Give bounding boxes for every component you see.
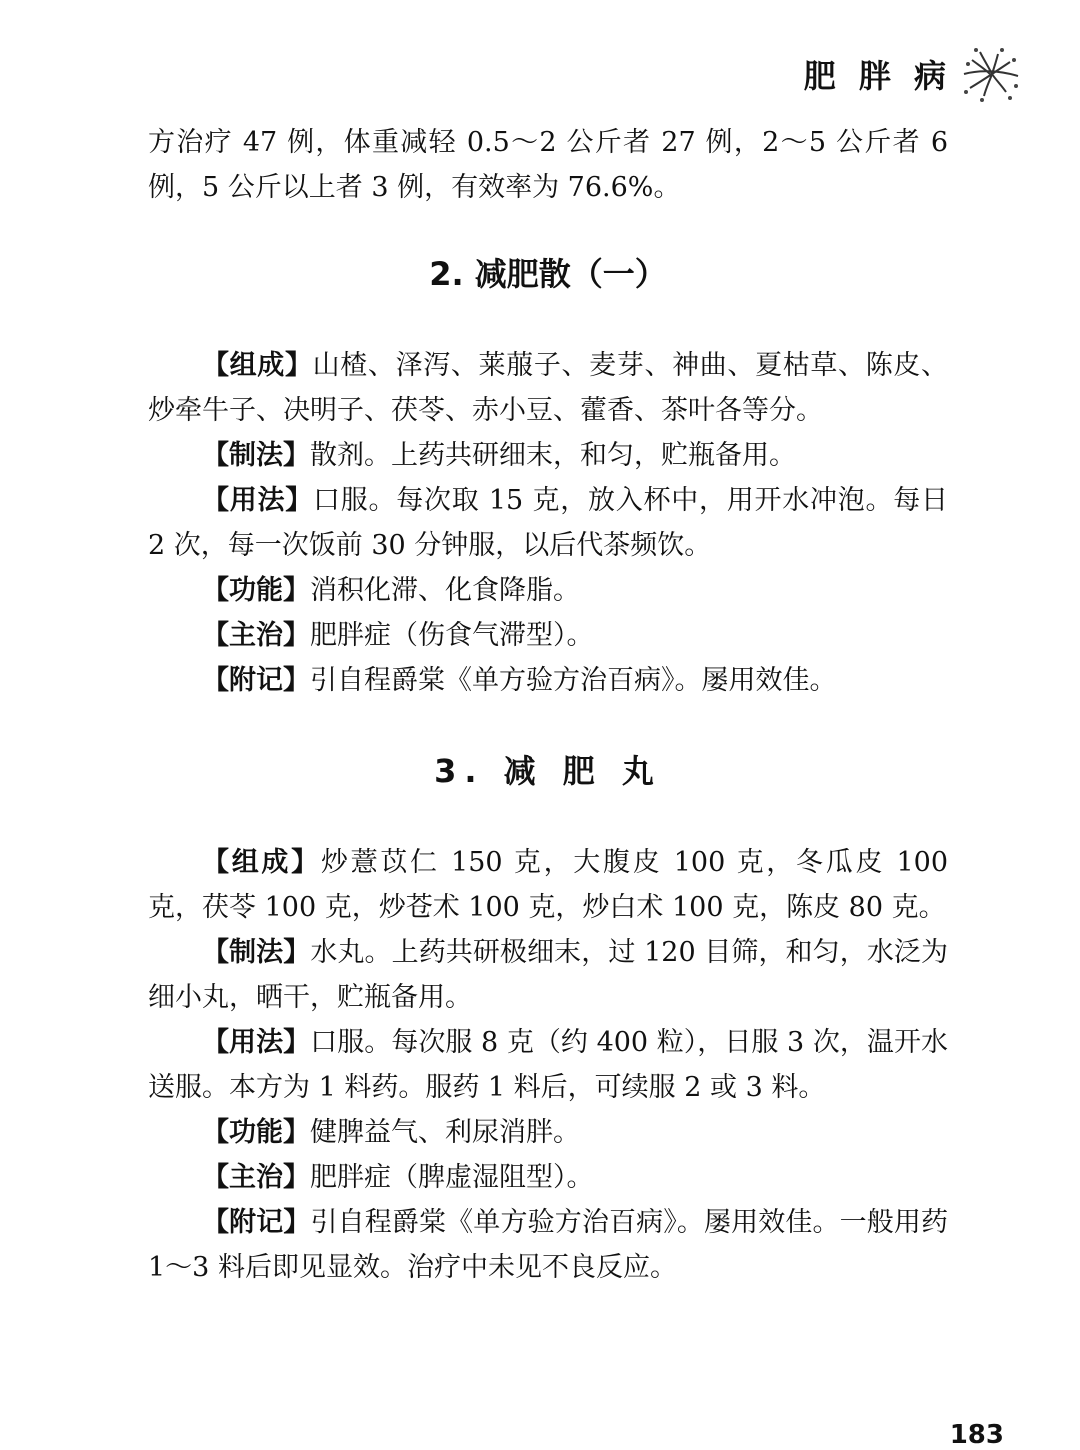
section-heading-jianfeiwan: 3. 减 肥 丸 xyxy=(434,752,662,790)
function-paragraph xyxy=(148,1110,948,1155)
note-paragraph xyxy=(148,1200,948,1290)
note-paragraph xyxy=(148,658,948,703)
usage-paragraph xyxy=(148,1020,948,1110)
usage-text: 口服。每次取 15 克，放入杯中，用开水冲泡。每日 2 次，每一次饭前 30 分钟服，以后代茶频饮。 xyxy=(148,485,948,561)
composition-label: 【组成】 xyxy=(202,350,313,381)
note-label: 【附记】 xyxy=(202,665,310,696)
indication-label: 【主治】 xyxy=(202,1162,310,1193)
note-text: 引自程爵棠《单方验方治百病》。屡用效佳。 xyxy=(310,665,837,696)
preparation-text: 散剂。上药共研细末，和匀，贮瓶备用。 xyxy=(310,440,796,471)
page-content xyxy=(148,120,948,1290)
leaf-ornament-icon xyxy=(958,40,1022,108)
page-number: 183 xyxy=(949,1420,1004,1450)
composition-text: 山楂、泽泻、莱菔子、麦芽、神曲、夏枯草、陈皮、炒牵牛子、决明子、茯苓、赤小豆、藿香、茶叶各等分。 xyxy=(148,350,949,426)
intro-paragraph: 方治疗 47 例，体重减轻 0.5～2 公斤者 27 例，2～5 公斤者 6 例，5 公斤以上者 3 例，有效率为 76.6%。 xyxy=(148,127,948,203)
function-label: 【功能】 xyxy=(202,1117,310,1148)
function-text: 健脾益气、利尿消胖。 xyxy=(310,1117,580,1148)
note-label: 【附记】 xyxy=(202,1207,311,1238)
preparation-label: 【制法】 xyxy=(202,440,310,471)
usage-label: 【用法】 xyxy=(202,485,313,516)
preparation-paragraph xyxy=(148,930,948,1020)
preparation-label: 【制法】 xyxy=(202,937,311,968)
running-header xyxy=(804,40,1022,108)
indication-paragraph xyxy=(148,613,948,658)
indication-text: 肥胖症（脾虚湿阻型）。 xyxy=(310,1162,594,1193)
preparation-paragraph xyxy=(148,433,948,478)
indication-label: 【主治】 xyxy=(202,620,310,651)
usage-paragraph xyxy=(148,478,948,568)
preparation-text: 水丸。上药共研极细末，过 120 目筛，和匀，水泛为细小丸，晒干，贮瓶备用。 xyxy=(148,937,949,1013)
usage-text: 口服。每次服 8 克（约 400 粒），日服 3 次，温开水送服。本方为 1 料药。服药 1 料后，可续服 2 或 3 料。 xyxy=(148,1027,949,1103)
indication-text: 肥胖症（伤食气滞型）。 xyxy=(310,620,594,651)
usage-label: 【用法】 xyxy=(202,1027,311,1058)
composition-paragraph xyxy=(148,343,948,433)
composition-paragraph xyxy=(148,840,948,930)
function-label: 【功能】 xyxy=(202,575,310,606)
function-paragraph xyxy=(148,568,948,613)
function-text: 消积化滞、化食降脂。 xyxy=(310,575,580,606)
note-text: 引自程爵棠《单方验方治百病》。屡用效佳。一般用药 1～3 料后即见显效。治疗中未见不良反应。 xyxy=(148,1207,949,1283)
composition-label: 【组成】 xyxy=(202,847,321,878)
chapter-title: 肥 胖 病 xyxy=(803,57,952,95)
section-heading-jianfeisan: 2. 减肥散（一） xyxy=(429,255,667,293)
composition-text: 炒薏苡仁 150 克，大腹皮 100 克，冬瓜皮 100 克，茯苓 100 克，炒苍术 100 克，炒白术 100 克，陈皮 80 克。 xyxy=(148,847,948,923)
indication-paragraph xyxy=(148,1155,948,1200)
